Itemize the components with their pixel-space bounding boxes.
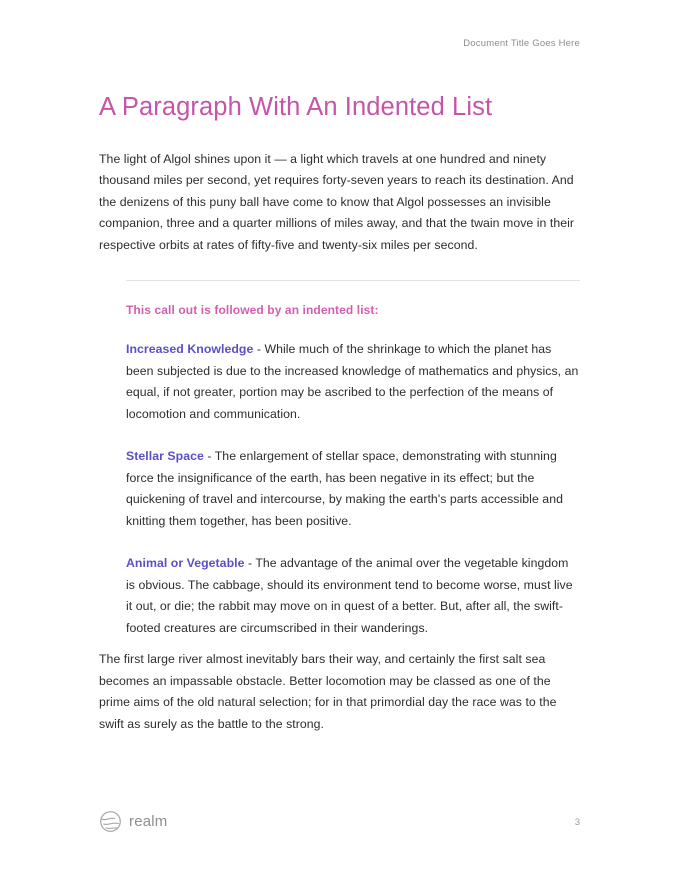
document-content <box>99 92 580 753</box>
list-item-separator: - <box>244 556 256 571</box>
list-item-term: Stellar Space <box>126 449 204 464</box>
header-title: Document Title Goes Here <box>463 38 580 49</box>
list-item <box>126 553 580 639</box>
list-item <box>126 339 580 425</box>
intro-paragraph: The light of Algol shines upon it — a light which travels at one hundred and ninety thousand miles per second, yet requires forty-seven years to reach its destination. And the denizens of this puny ball have come to know that Algol possesses an invisible companion, three and a quarter millions of miles away, and that the twain move in their respective orbits at rates of fifty-five and twenty-six miles per second. <box>99 151 575 252</box>
callout-title: This call out is followed by an indented list: <box>126 303 379 318</box>
list-item-text: The advantage of the animal over the vegetable kingdom is obvious. The cabbage, should its environment tend to become worse, must live it out, or die; the rabbit may move on in quest of a better. But, after all, the swift-footed creatures are circumscribed in their wanderings. <box>126 556 573 635</box>
document-header <box>463 38 580 49</box>
list-item-separator: - <box>253 342 265 357</box>
list-item-term: Increased Knowledge <box>126 342 254 357</box>
realm-sphere-icon <box>99 810 122 833</box>
page-title: A Paragraph With An Indented List <box>99 93 493 121</box>
brand-logo <box>99 810 168 833</box>
document-footer <box>99 810 580 838</box>
logo-text: realm <box>129 813 168 830</box>
list-item-term: Animal or Vegetable <box>126 556 245 571</box>
list-item-text: While much of the shrinkage to which the planet has been subjected is due to the increased knowledge of mathematics and physics, an equal, if not greater, portion may be ascribed to the perfection of the means of locomotion and communication. <box>126 342 579 421</box>
closing-paragraph: The first large river almost inevitably bars their way, and certainly the first salt sea becomes an impassable obstacle. Better locomotion may be classed as one of the prime aims of the old natural selection; for in that primordial day the race was to the swift as surely as the battle to the strong. <box>99 652 557 731</box>
list-item-text: The enlargement of stellar space, demonstrating with stunning force the insignificance of the earth, has been negative in its effect; but the quickening of travel and intercourse, by making the earth's parts accessible and knitting them together, has been positive. <box>126 449 563 528</box>
callout-block <box>126 280 580 639</box>
list-item <box>126 446 580 532</box>
list-item-separator: - <box>203 449 215 464</box>
page-number: 3 <box>574 817 580 828</box>
indented-list <box>126 339 580 639</box>
